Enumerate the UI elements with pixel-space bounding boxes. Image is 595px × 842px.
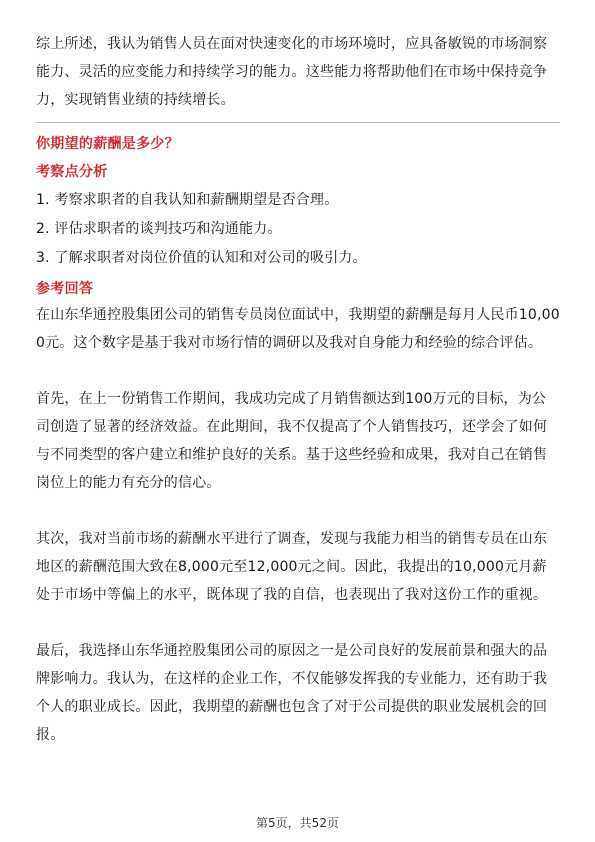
answer-paragraph: 在山东华通控股集团公司的销售专员岗位面试中，我期望的薪酬是每月人民币10,000元。这个数字是基于我对市场行情的调研以及我对自身能力和经验的综合评估。 (36, 307, 560, 351)
section-divider (36, 122, 560, 123)
intro-paragraph: 综上所述，我认为销售人员在面对快速变化的市场环境时，应具备敏锐的市场洞察能力、灵活的应变能力和持续学习的能力。这些能力将帮助他们在市场中保持竞争力，实现销售业绩的持续增长。 (36, 36, 548, 108)
answer-paragraph: 最后，我选择山东华通控股集团公司的原因之一是公司良好的发展前景和强大的品牌影响力。我认为，在这样的企业工作，不仅能够发挥我的专业能力，还有助于我个人的职业成长。因此，我期望的薪酬也包含了对于公司提供的职业发展机会的回报。 (36, 643, 548, 743)
analysis-item: 1. 考察求职者的自我认知和薪酬期望是否合理。 (36, 192, 339, 208)
paragraph-gap (36, 609, 560, 637)
analysis-heading: 考察点分析 (36, 164, 108, 180)
document-page (36, 30, 560, 749)
interview-question: 你期望的薪酬是多少？ (36, 136, 179, 152)
page-indicator: 第5页，共52页 (256, 816, 339, 830)
analysis-item: 3. 了解求职者对岗位价值的认知和对公司的吸引力。 (36, 250, 367, 266)
paragraph-gap (36, 497, 560, 525)
answer-heading: 参考回答 (36, 281, 94, 297)
answer-body (36, 301, 560, 749)
analysis-item: 2. 评估求职者的谈判技巧和沟通能力。 (36, 221, 282, 237)
answer-paragraph: 首先，在上一份销售工作期间，我成功完成了月销售额达到100万元的目标，为公司创造了显著的经济效益。在此期间，我不仅提高了个人销售技巧，还学会了如何与不同类型的客户建立和维护良好的关系。基于这些经验和成果，我对自己在销售岗位上的能力有充分的信心。 (36, 391, 548, 491)
analysis-list (36, 186, 560, 273)
paragraph-gap (36, 357, 560, 385)
answer-paragraph: 其次，我对当前市场的薪酬水平进行了调查，发现与我能力相当的销售专员在山东地区的薪酬范围大致在8,000元至12,000元之间。因此，我提出的10,000元月薪处于市场中等偏上的水平，既体现了我的自信，也表现出了我对这份工作的重视。 (36, 531, 548, 603)
